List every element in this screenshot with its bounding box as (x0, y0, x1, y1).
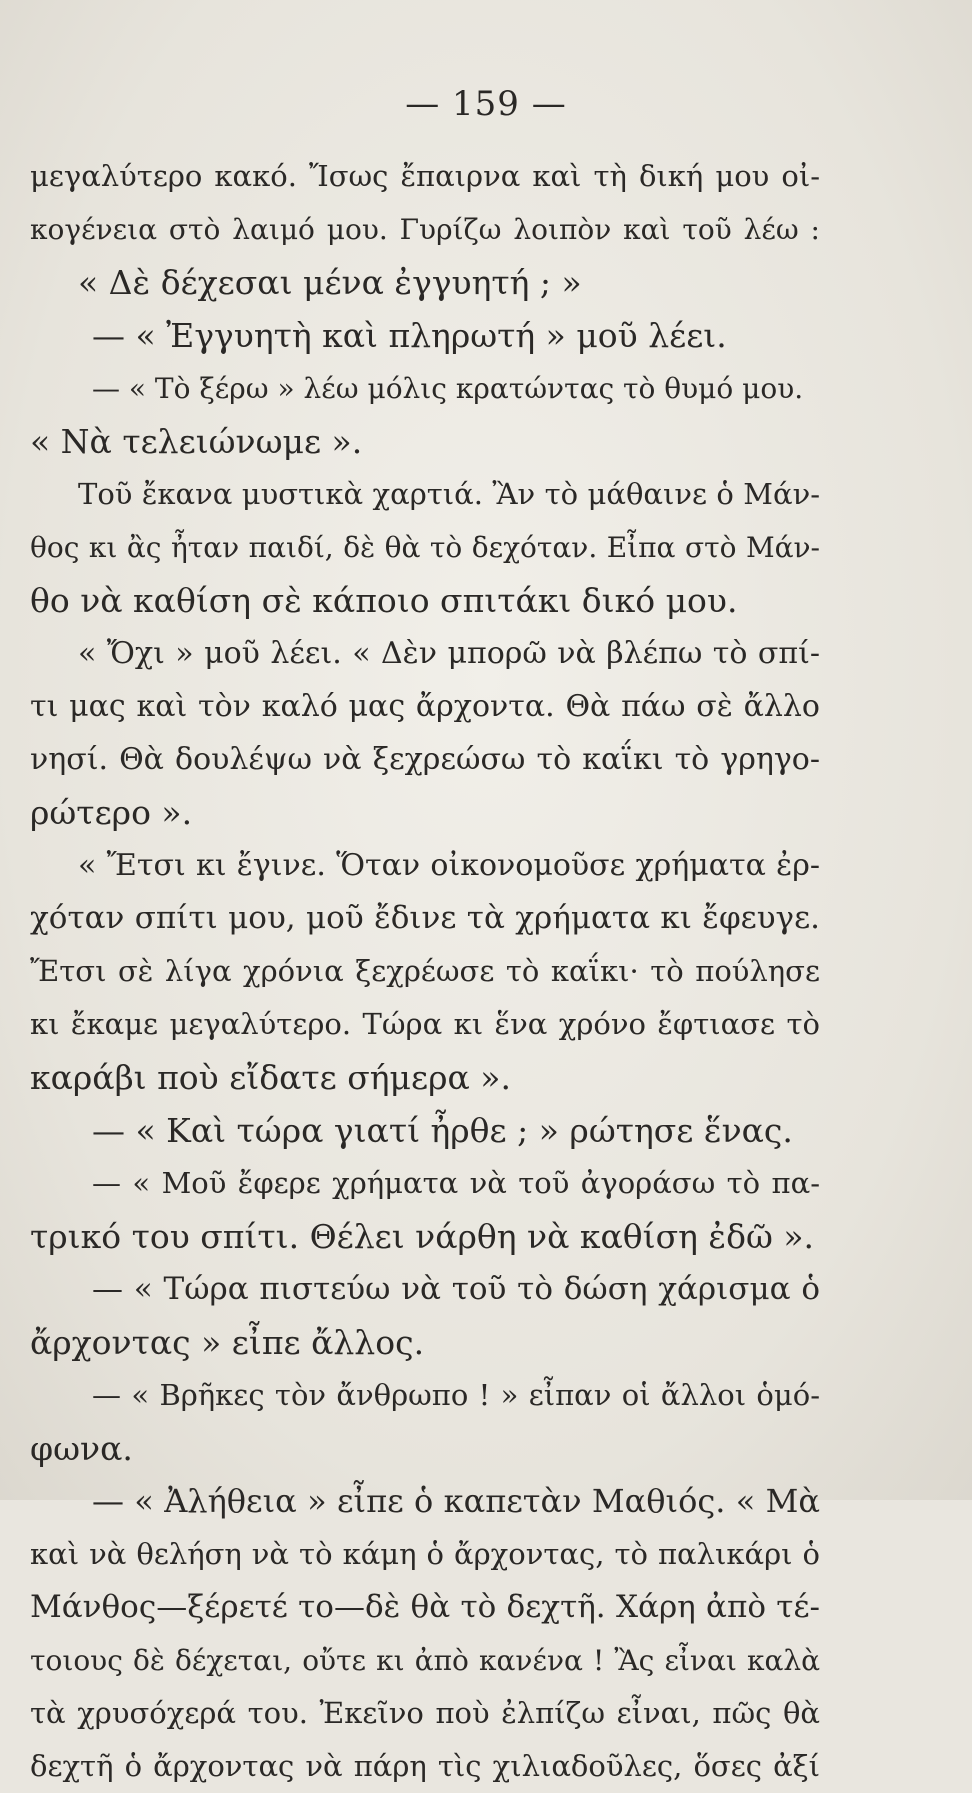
text-line: « Ἔτσι κι ἔγινε. Ὅταν οἰκονομοῦσε χρήματα ἐρ- (78, 848, 820, 883)
text-line: δεχτῆ ὁ ἄρχοντας νὰ πάρη τὶς χιλιαδοῦλες, ὅσες ἀξί (30, 1749, 820, 1783)
page-number: — 159 — (405, 84, 567, 124)
text-line: χόταν σπίτι μου, μοῦ ἔδινε τὰ χρήματα κι ἔφευγε. (30, 900, 820, 936)
text-line: θος κι ἂς ἦταν παιδί, δὲ θὰ τὸ δεχόταν. Εἶπα στὸ Μάν- (30, 531, 820, 564)
text-line: κογένεια στὸ λαιμό μου. Γυρίζω λοιπὸν καὶ τοῦ λέω : (30, 213, 820, 246)
text-line: καράβι ποὺ εἴδατε σήμερα ». (30, 1058, 511, 1097)
text-line: Ἔτσι σὲ λίγα χρόνια ξεχρέωσε τὸ καΐκι· τὸ πούλησε (30, 954, 820, 988)
text-line: Μάνθος—ξέρετέ το—δὲ θὰ τὸ δεχτῆ. Χάρη ἀπὸ τέ- (30, 1589, 820, 1625)
body-text (30, 150, 820, 1793)
text-line: τοιους δὲ δέχεται, οὔτε κι ἀπὸ κανένα ! Ἂς εἶναι καλὰ (30, 1644, 820, 1677)
text-line: — « Βρῆκες τὸν ἄνθρωπο ! » εἶπαν οἱ ἄλλοι ὁμό- (92, 1378, 820, 1412)
text-line: — « Καὶ τώρα γιατί ἦρθε ; » ρώτησε ἕνας. (92, 1111, 793, 1150)
text-line: — « Τὸ ξέρω » λέω μόλις κρατώντας τὸ θυμό μου. (92, 372, 804, 405)
text-line: θο νὰ καθίση σὲ κάποιο σπιτάκι δικό μου. (30, 581, 738, 620)
text-line: τι μας καὶ τὸν καλό μας ἄρχοντα. Θὰ πάω σὲ ἄλλο (30, 689, 820, 724)
text-line: κι ἔκαμε μεγαλύτερο. Τώρα κι ἕνα χρόνο ἔφτιασε τὸ (30, 1007, 820, 1041)
text-line: τὰ χρυσόχερά του. Ἐκεῖνο ποὺ ἐλπίζω εἶναι, πῶς θὰ (30, 1696, 820, 1730)
text-line: — « Ἐγγυητὴ καὶ πληρωτή » μοῦ λέει. (92, 316, 727, 355)
text-line: — « Μοῦ ἔφερε χρήματα νὰ τοῦ ἀγοράσω τὸ πα- (92, 1166, 820, 1200)
text-line: « Ὄχι » μοῦ λέει. « Δὲν μπορῶ νὰ βλέπω τὸ σπί- (78, 636, 820, 671)
text-line: Τοῦ ἔκανα μυστικὰ χαρτιά. Ἂν τὸ μάθαινε ὁ Μάν- (78, 477, 820, 511)
text-line: ρώτερο ». (30, 793, 193, 832)
text-line: — « Τώρα πιστεύω νὰ τοῦ τὸ δώση χάρισμα ὁ (92, 1271, 820, 1307)
text-line: « Νὰ τελειώνωμε ». (30, 422, 363, 461)
text-line: τρικό του σπίτι. Θέλει νάρθη νὰ καθίση ἐδῶ ». (30, 1217, 815, 1256)
text-line: νησί. Θὰ δουλέψω νὰ ξεχρεώσω τὸ καΐκι τὸ γρηγο- (30, 742, 820, 777)
text-line: ἄρχοντας » εἶπε ἄλλος. (30, 1323, 425, 1362)
text-line: « Δὲ δέχεσαι μένα ἐγγυητή ; » (78, 263, 582, 302)
text-line: καὶ νὰ θελήση νὰ τὸ κάμη ὁ ἄρχοντας, τὸ παλικάρι ὁ (30, 1537, 820, 1571)
text-line: — « Ἀλήθεια » εἶπε ὁ καπετὰν Μαθιός. « Μὰ (92, 1482, 820, 1520)
text-line: μεγαλύτερο κακό. Ἴσως ἔπαιρνα καὶ τὴ δική μου οἰ- (30, 159, 820, 193)
text-line: φωνα. (30, 1429, 133, 1468)
